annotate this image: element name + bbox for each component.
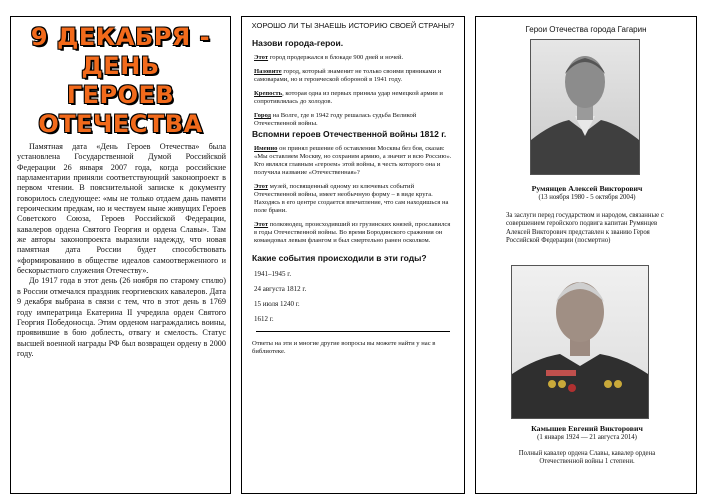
title-line-3: ГЕРОЕВ <box>66 81 175 109</box>
question-7 <box>254 221 454 245</box>
quiz-header: ХОРОШО ЛИ ТЫ ЗНАЕШЬ ИСТОРИЮ СВОЕЙ СТРАНЫ? <box>251 21 455 30</box>
event-year: 1941–1945 г. <box>254 270 292 278</box>
event-year: 24 августа 1812 г. <box>254 285 307 293</box>
section-title-events: Какие события происходили в эти годы? <box>252 253 427 263</box>
library-note: Ответы на эти и многие другие вопросы вы можете найти у нас в библиотеке. <box>252 340 436 355</box>
portrait-silhouette <box>512 266 648 418</box>
question-3 <box>254 90 454 106</box>
paragraph: Памятная дата «День Героев Отечества» была установлена Государственной Думой Российской Федерации 26 января 2007 года, когда российские парламентарии приняли соответствующий законопроект в первом чтении. В пояснительной записке к документу говорилось следующее: «мы не только отдаем дань памяти героическим предкам, но и чествуем ныне живущих Героев Советского Союза, Героев Российской Федерации, кавалеров ордена Святого Георгия и ордена Славы». Там же авторы законопроекта выразили надежду, что новая памятная дата России будет способствовать «формированию в обществе идеалов самоотверженного и бескорыстного служения Отечеству». <box>17 142 226 276</box>
hero-1-dates: (13 ноября 1980 - 5 октября 2004) <box>538 194 636 201</box>
question-text: на Волге, где в 1942 году решалась судьба Великой Отечественной войны. <box>254 112 417 127</box>
question-1 <box>254 54 454 62</box>
hero-1-portrait-photo <box>530 39 640 175</box>
question-keyword: Этот <box>254 54 269 61</box>
question-6 <box>254 183 454 215</box>
panel-quiz <box>241 16 465 494</box>
question-text: город, который знаменит не только своими пряниками и самоварами, но и героической обороной в 1941 году. <box>254 68 442 83</box>
question-keyword: Именно <box>254 145 278 152</box>
section-title-hero-cities: Назови города-герои. <box>252 38 344 48</box>
heroes-title: Герои Отечества города Гагарин <box>525 25 647 34</box>
panel-holiday-info <box>10 16 231 494</box>
hero-2-name: Камышев Евгений Викторович <box>531 424 643 433</box>
question-keyword: Назовите <box>254 68 282 75</box>
title-line-4: ОТЕЧЕСТВА <box>38 110 203 138</box>
hero-1-name: Румянцев Алексей Викторович <box>531 184 643 193</box>
question-keyword: Этот <box>254 221 269 228</box>
paragraph: До 1917 года в этот день (26 ноября по старому стилю) в России отмечался праздник георгиевских кавалеров. Дата 9 декабря выбрана в связи с тем, что в этот день в 1769 году императрица Екатерина II учредила орден Святого Георгия Победоносца. Этим орденом награждались воины, проявившие в бою доблесть, отвагу и смелость. Статус высшей военной награды РФ был возвращен ордену в 2000 году. <box>17 276 226 358</box>
section-title-1812: Вспомни героев Отечественной войны 1812 г. <box>252 129 447 139</box>
holiday-description <box>11 142 230 359</box>
question-text: , которая одна из первых приняла удар немецкой армии и сопротивлялась до холодов. <box>254 90 443 105</box>
question-text: он принял решение об оставлении Москвы без боя, сказав: «Мы оставляем Москву, но сохраним армию, а значит и всю Россию». Кто являлся главным «героем» этой войны, в честь которого она и получила название «Отечественная»? <box>254 145 452 176</box>
title-line-1: 9 ДЕКАБРЯ - <box>30 23 211 51</box>
panel-heroes <box>475 16 697 494</box>
title-line-2: ДЕНЬ <box>81 52 160 80</box>
portrait-silhouette <box>531 40 639 174</box>
event-year: 1612 г. <box>254 315 274 323</box>
hero-2-portrait-photo <box>511 265 649 419</box>
hero-2-dates: (1 января 1924 — 21 августа 2014) <box>537 434 637 441</box>
question-text: музей, посвященный одному из ключевых событий Отечественной войны, имеет необычную форму – в виде круга. Находясь в его центре создается впечатление, что сам находишься на поле брани. <box>254 183 449 214</box>
question-keyword: Крепость <box>254 90 283 97</box>
question-keyword: Город <box>254 112 272 119</box>
question-4 <box>254 112 454 128</box>
hero-2-description: Полный кавалер ордена Славы, кавалер ордена Отечественной войны 1 степени. <box>518 450 656 466</box>
holiday-title <box>11 17 230 139</box>
hero-1-description: За заслуги перед государством и народом, связанные с совершением геройского подвига капитан Румянцев Алексей Викторович представлен к званию Героя Российской Федерации (посмертно) <box>506 212 664 245</box>
question-2 <box>254 68 454 84</box>
question-text: полководец, происходивший из грузинских князей, прославился в годы Отечественной войны. Во время Бородинского сражения он командовал левым флангом и был смертельно ранен осколком. <box>254 221 451 244</box>
question-text: город продержался в блокаде 900 дней и ночей. <box>268 54 404 61</box>
divider <box>256 331 450 332</box>
question-5 <box>254 145 454 177</box>
question-keyword: Этот <box>254 183 269 190</box>
event-year: 15 июля 1240 г. <box>254 300 300 308</box>
